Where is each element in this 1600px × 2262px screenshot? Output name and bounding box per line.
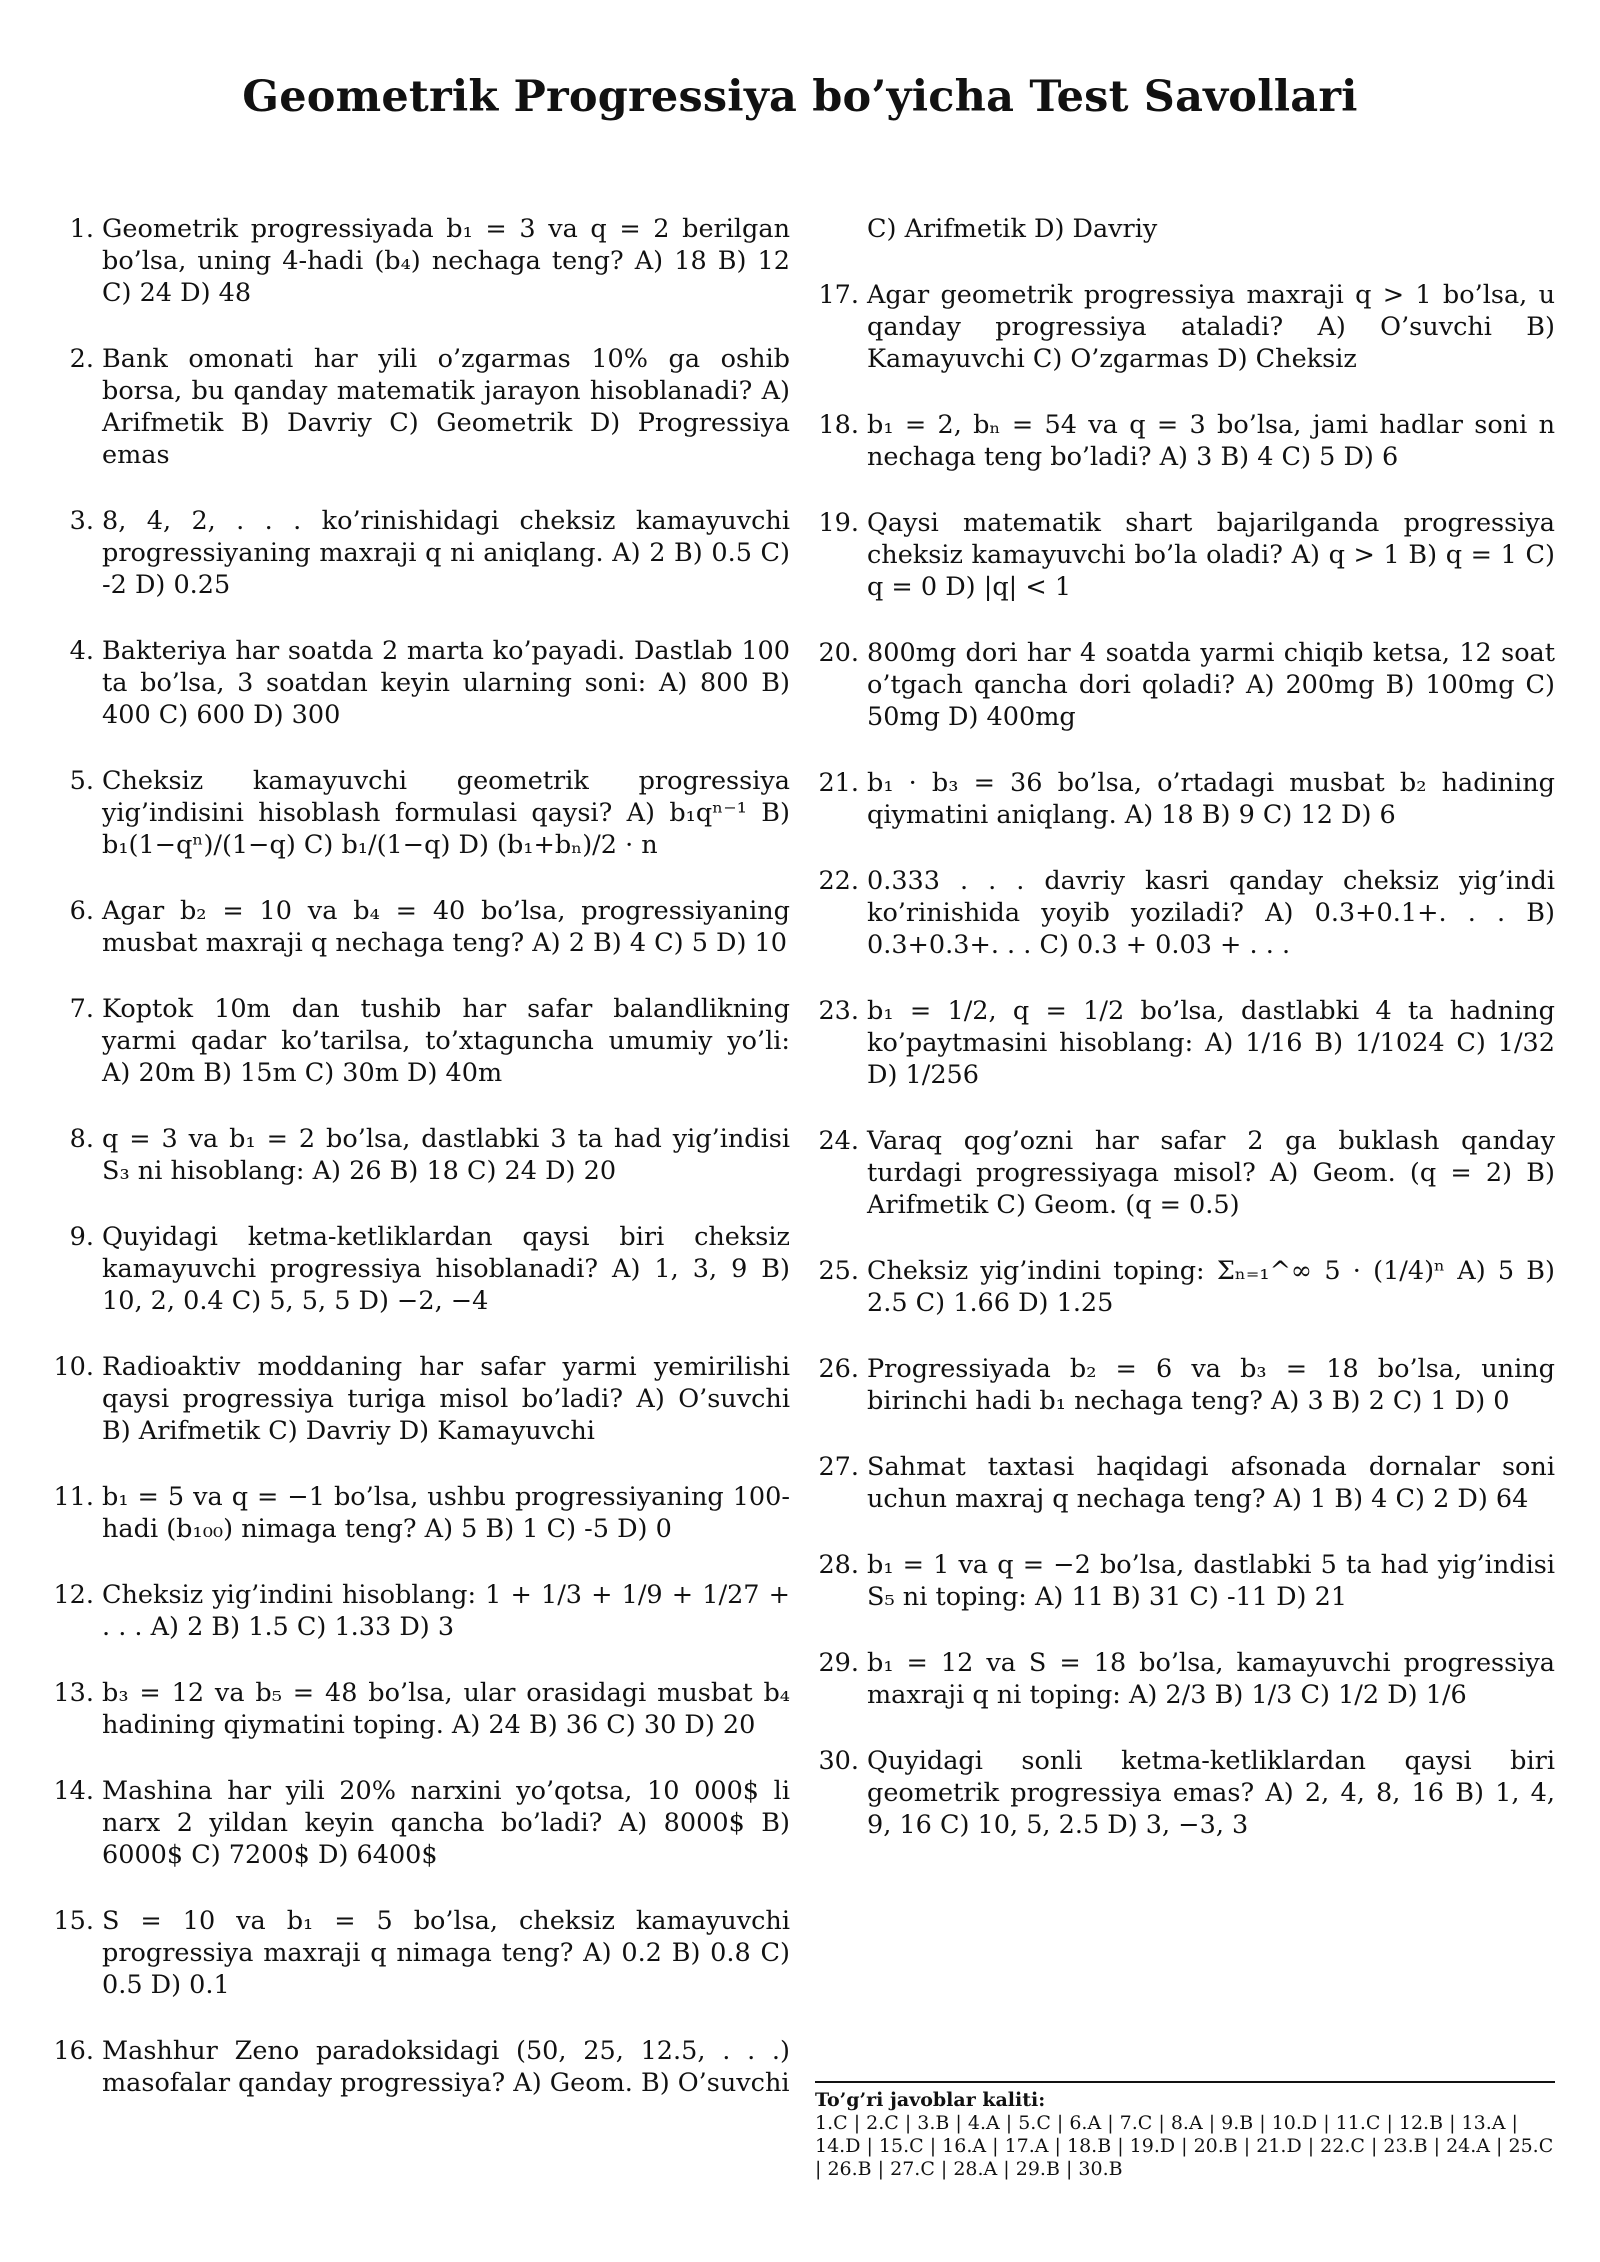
question-text: b₁ = 12 va S = 18 bo’lsa, kamayuvchi progressiya maxraji q ni toping: A) 2/3 B) 1/3 C) 1/2 D) 1/6	[867, 1648, 1555, 1710]
question-8	[50, 1123, 790, 1187]
question-number: 14.	[53, 1776, 94, 1806]
question-20	[815, 637, 1555, 733]
question-number: 15.	[53, 1906, 94, 1936]
question-number: 12.	[53, 1580, 94, 1610]
question-text: Sahmat taxtasi haqidagi afsonada dornalar soni uchun maxraj q nechaga teng? A) 1 B) 4 C) 2 D) 64	[867, 1452, 1555, 1514]
question-text: b₁ = 2, bₙ = 54 va q = 3 bo’lsa, jami hadlar soni n nechaga teng bo’ladi? A) 3 B) 4 C) 5 D) 6	[867, 410, 1555, 472]
question-text: Qaysi matematik shart bajarilganda progressiya cheksiz kamayuvchi bo’la oladi? A) q > 1 B) q = 1 C) q = 0 D) |q| < 1	[867, 508, 1555, 602]
question-number: 26.	[818, 1354, 859, 1384]
question-text: Cheksiz yig’indini toping: Σₙ₌₁^∞ 5 · (1/4)ⁿ A) 5 B) 2.5 C) 1.66 D) 1.25	[867, 1256, 1555, 1318]
question-24	[815, 1125, 1555, 1221]
question-number: 28.	[818, 1550, 859, 1580]
question-text: Progressiyada b₂ = 6 va b₃ = 18 bo’lsa, uning birinchi hadi b₁ nechaga teng? A) 3 B) 2 C) 1 D) 0	[867, 1354, 1555, 1416]
question-26	[815, 1353, 1555, 1417]
question-text: Agar b₂ = 10 va b₄ = 40 bo’lsa, progressiyaning musbat maxraji q nechaga teng? A) 2 B) 4 C) 5 D) 10	[102, 896, 790, 958]
question-text: Radioaktiv moddaning har safar yarmi yemirilishi qaysi progressiya turiga misol bo’ladi? A) O’suvchi B) Arifmetik C) Davriy D) Kamayuvchi	[102, 1352, 790, 1446]
question-text: b₁ = 5 va q = −1 bo’lsa, ushbu progressiyaning 100-hadi (b₁₀₀) nimaga teng? A) 5 B) 1 C) -5 D) 0	[102, 1482, 790, 1544]
question-17	[815, 279, 1555, 375]
question-16-continuation: C) Arifmetik D) Davriy	[867, 214, 1158, 244]
question-text: b₁ = 1/2, q = 1/2 bo’lsa, dastlabki 4 ta hadning ko’paytmasini hisoblang: A) 1/16 B) 1/1024 C) 1/32 D) 1/256	[867, 996, 1555, 1090]
question-number: 4.	[69, 636, 94, 666]
question-number: 17.	[818, 280, 859, 310]
question-number: 1.	[69, 214, 94, 244]
question-number: 5.	[69, 766, 94, 796]
question-5	[50, 765, 790, 861]
answer-key-text: 1.C | 2.C | 3.B | 4.A | 5.C | 6.A | 7.C | 8.A | 9.B | 10.D | 11.C | 12.B | 13.A | 14.D | 15.C | 16.A | 17.A | 18.B | 19.D | 20.B | 21.D | 22.C | 23.B | 24.A | 25.C | 26.B | 27.C | 28.A | 29.B | 30.B	[815, 2112, 1554, 2180]
question-text: Koptok 10m dan tushib har safar balandlikning yarmi qadar ko’tarilsa, to’xtaguncha umumiy yo’li: A) 20m B) 15m C) 30m D) 40m	[102, 994, 790, 1088]
question-2	[50, 343, 790, 471]
question-number: 30.	[818, 1746, 859, 1776]
page-title: Geometrik Progressiya bo’yicha Test Savollari	[242, 72, 1358, 122]
question-text: Bakteriya har soatda 2 marta ko’payadi. Dastlab 100 ta bo’lsa, 3 soatdan keyin ularning soni: A) 800 B) 400 C) 600 D) 300	[102, 636, 790, 730]
question-text: b₃ = 12 va b₅ = 48 bo’lsa, ular orasidagi musbat b₄ hadining qiymatini toping. A) 24 B) 36 C) 30 D) 20	[102, 1678, 790, 1740]
question-text: 8, 4, 2, . . . ko’rinishidagi cheksiz kamayuvchi progressiyaning maxraji q ni aniqlang. A) 2 B) 0.5 C) -2 D) 0.25	[102, 506, 790, 600]
question-23	[815, 995, 1555, 1091]
question-text: Cheksiz yig’indini hisoblang: 1 + 1/3 + 1/9 + 1/27 + . . . A) 2 B) 1.5 C) 1.33 D) 3	[102, 1580, 790, 1642]
question-text: q = 3 va b₁ = 2 bo’lsa, dastlabki 3 ta had yig’indisi S₃ ni hisoblang: A) 26 B) 18 C) 24 D) 20	[102, 1124, 790, 1186]
question-number: 27.	[818, 1452, 859, 1482]
question-text: Agar geometrik progressiya maxraji q > 1 bo’lsa, u qanday progressiya ataladi? A) O’suvchi B) Kamayuvchi C) O’zgarmas D) Cheksiz	[867, 280, 1555, 374]
question-13	[50, 1677, 790, 1741]
question-text: Bank omonati har yili o’zgarmas 10% ga oshib borsa, bu qanday matematik jarayon hisoblanadi? A) Arifmetik B) Davriy C) Geometrik D) Progressiya emas	[102, 344, 790, 470]
question-number: 29.	[818, 1648, 859, 1678]
question-text: 0.333 . . . davriy kasri qanday cheksiz yig’indi ko’rinishida yoyib yoziladi? A) 0.3+0.1+. . . B) 0.3+0.3+. . . C) 0.3 + 0.03 + . . .	[867, 866, 1555, 960]
question-number: 22.	[818, 866, 859, 896]
question-29	[815, 1647, 1555, 1711]
question-11	[50, 1481, 790, 1545]
question-number: 7.	[69, 994, 94, 1024]
question-number: 8.	[69, 1124, 94, 1154]
question-number: 2.	[69, 344, 94, 374]
question-number: 9.	[69, 1222, 94, 1252]
question-7	[50, 993, 790, 1089]
question-number: 6.	[69, 896, 94, 926]
question-text: 800mg dori har 4 soatda yarmi chiqib ketsa, 12 soat o’tgach qancha dori qoladi? A) 200mg B) 100mg C) 50mg D) 400mg	[867, 638, 1555, 732]
question-text: Quyidagi sonli ketma-ketliklardan qaysi biri geometrik progressiya emas? A) 2, 4, 8, 16 B) 1, 4, 9, 16 C) 10, 5, 2.5 D) 3, −3, 3	[867, 1746, 1555, 1840]
question-text: Mashhur Zeno paradoksidagi (50, 25, 12.5, . . .) masofalar qanday progressiya? A) Geom. B) O’suvchi	[102, 2036, 790, 2098]
question-text: Geometrik progressiyada b₁ = 3 va q = 2 berilgan bo’lsa, uning 4-hadi (b₄) nechaga teng? A) 18 B) 12 C) 24 D) 48	[102, 214, 790, 308]
answer-key	[815, 2081, 1555, 2181]
answer-key-title: To’g’ri javoblar kaliti:	[815, 2089, 1046, 2111]
question-number: 18.	[818, 410, 859, 440]
question-15	[50, 1905, 790, 2001]
question-19	[815, 507, 1555, 603]
question-18	[815, 409, 1555, 473]
question-6	[50, 895, 790, 959]
question-22	[815, 865, 1555, 961]
questions-left-column	[50, 213, 790, 2133]
question-25	[815, 1255, 1555, 1319]
question-number: 10.	[53, 1352, 94, 1382]
question-number: 20.	[818, 638, 859, 668]
question-14	[50, 1775, 790, 1871]
question-text: b₁ = 1 va q = −2 bo’lsa, dastlabki 5 ta had yig’indisi S₅ ni toping: A) 11 B) 31 C) -11 D) 21	[867, 1550, 1555, 1612]
question-12	[50, 1579, 790, 1643]
question-number: 11.	[53, 1482, 94, 1512]
question-30	[815, 1745, 1555, 1841]
question-1	[50, 213, 790, 309]
question-number: 24.	[818, 1126, 859, 1156]
question-number: 16.	[53, 2036, 94, 2066]
question-text: Cheksiz kamayuvchi geometrik progressiya yig’indisini hisoblash formulasi qaysi? A) b₁qⁿ⁻¹ B) b₁(1−qⁿ)/(1−q) C) b₁/(1−q) D) (b₁+bₙ)/2 · n	[102, 766, 790, 860]
question-text: S = 10 va b₁ = 5 bo’lsa, cheksiz kamayuvchi progressiya maxraji q nimaga teng? A) 0.2 B) 0.8 C) 0.5 D) 0.1	[102, 1906, 790, 2000]
question-number: 25.	[818, 1256, 859, 1286]
question-number: 21.	[818, 768, 859, 798]
question-28	[815, 1549, 1555, 1613]
question-16	[50, 2035, 790, 2099]
question-text: b₁ · b₃ = 36 bo’lsa, o’rtadagi musbat b₂ hadining qiymatini aniqlang. A) 18 B) 9 C) 12 D) 6	[867, 768, 1555, 830]
question-text: Varaq qog’ozni har safar 2 ga buklash qanday turdagi progressiyaga misol? A) Geom. (q = 2) B) Arifmetik C) Geom. (q = 0.5)	[867, 1126, 1555, 1220]
question-21	[815, 767, 1555, 831]
question-27	[815, 1451, 1555, 1515]
question-text: Mashina har yili 20% narxini yo’qotsa, 10 000$ li narx 2 yildan keyin qancha bo’ladi? A) 8000$ B) 6000$ C) 7200$ D) 6400$	[102, 1776, 790, 1870]
question-10	[50, 1351, 790, 1447]
question-number: 3.	[69, 506, 94, 536]
question-number: 13.	[53, 1678, 94, 1708]
question-3	[50, 505, 790, 601]
question-9	[50, 1221, 790, 1317]
question-text: Quyidagi ketma-ketliklardan qaysi biri cheksiz kamayuvchi progressiya hisoblanadi? A) 1, 3, 9 B) 10, 2, 0.4 C) 5, 5, 5 D) −2, −4	[102, 1222, 790, 1316]
question-4	[50, 635, 790, 731]
question-number: 19.	[818, 508, 859, 538]
question-number: 23.	[818, 996, 859, 1026]
questions-right-column	[815, 213, 1555, 1875]
